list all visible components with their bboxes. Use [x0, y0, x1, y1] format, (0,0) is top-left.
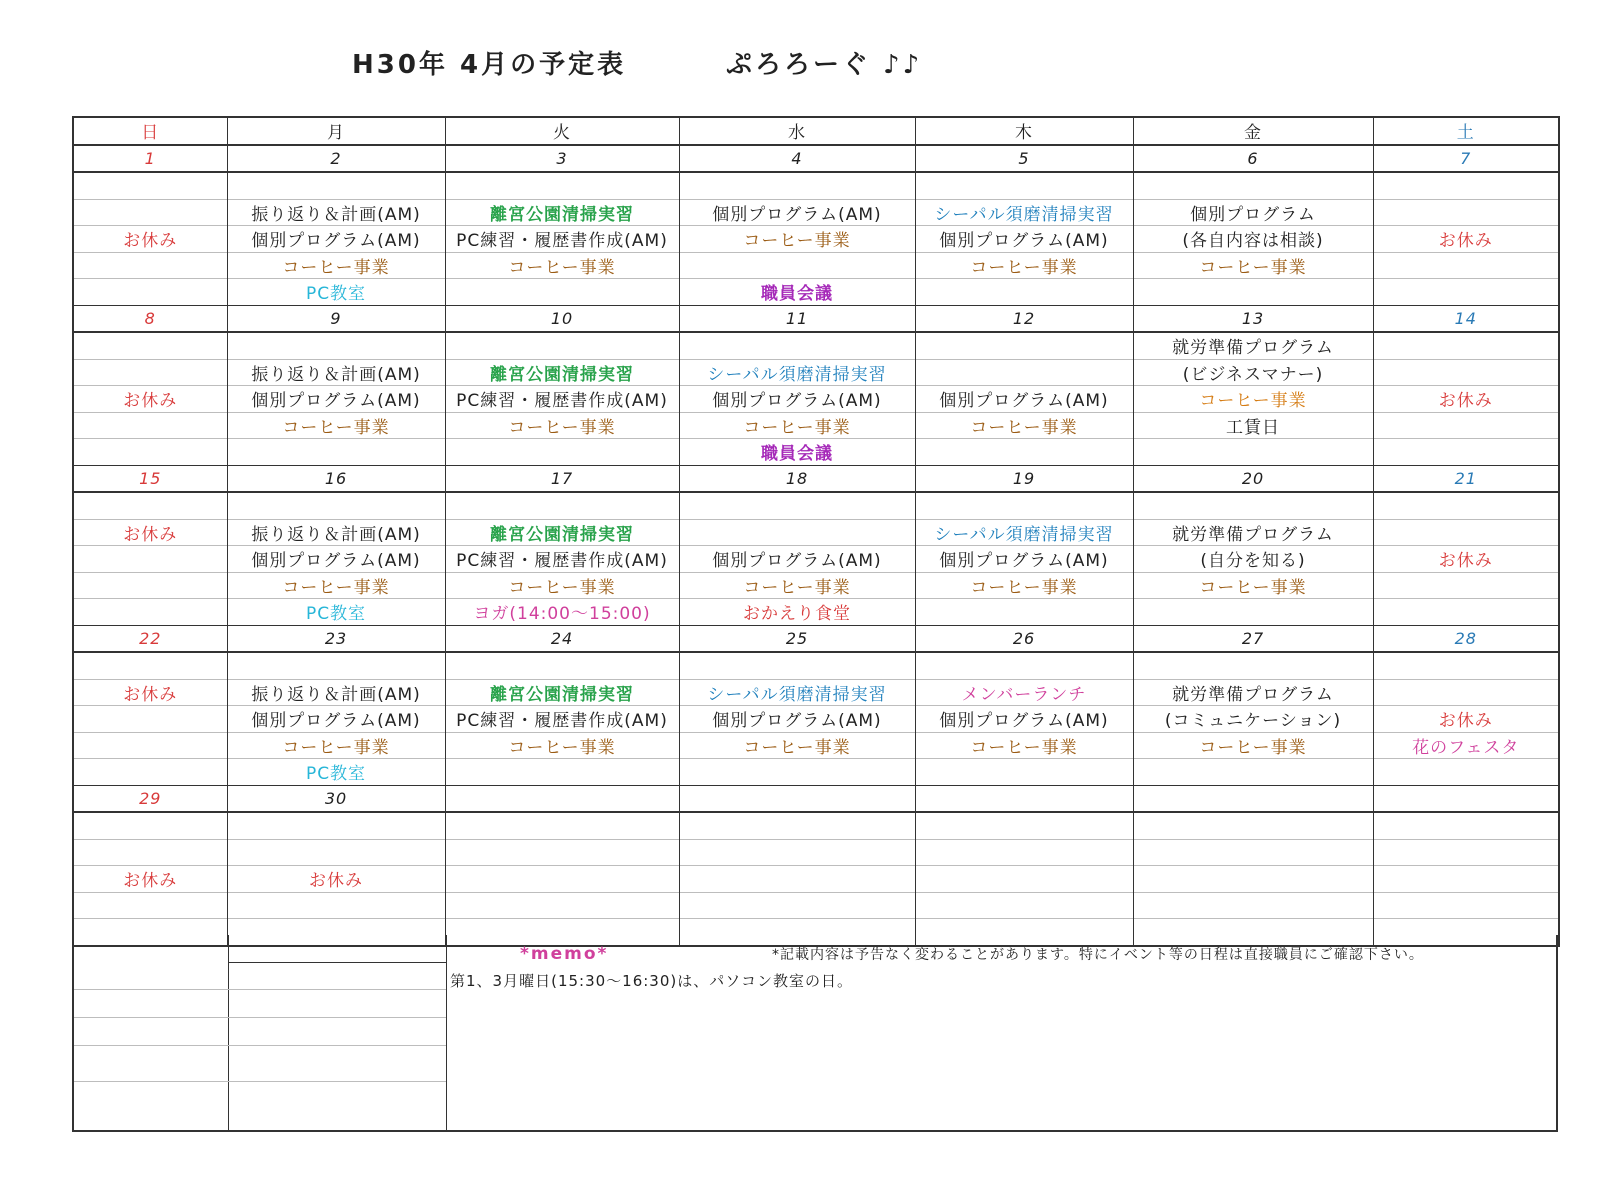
event-row [73, 599, 1559, 626]
event-cell: 個別プログラム(AM) [227, 226, 445, 253]
event-row [73, 866, 1559, 893]
empty-cell [679, 519, 915, 546]
event-cell: コーヒー事業 [445, 572, 679, 599]
date-number [679, 785, 915, 812]
empty-cell [1373, 599, 1559, 626]
empty-cell [1373, 812, 1559, 839]
empty-cell [73, 279, 227, 306]
empty-cell [73, 572, 227, 599]
date-number: 21 [1373, 465, 1559, 492]
empty-cell [679, 252, 915, 279]
event-row [73, 386, 1559, 413]
event-cell: お休み [73, 679, 227, 706]
schedule-calendar [72, 116, 1560, 947]
event-cell: 個別プログラム(AM) [679, 706, 915, 733]
date-number [1133, 785, 1373, 812]
date-number: 30 [227, 785, 445, 812]
event-cell: 離宮公園清掃実習 [445, 199, 679, 226]
event-cell: シーパル須磨清掃実習 [679, 359, 915, 386]
empty-cell [915, 439, 1133, 466]
event-cell: コーヒー事業 [1133, 572, 1373, 599]
empty-cell [73, 359, 227, 386]
empty-cell [1373, 439, 1559, 466]
event-row [73, 226, 1559, 253]
empty-cell [73, 732, 227, 759]
empty-cell [227, 892, 445, 919]
event-row [73, 812, 1559, 839]
date-row [73, 785, 1559, 812]
empty-cell [227, 652, 445, 679]
date-number: 11 [679, 305, 915, 332]
date-number: 15 [73, 465, 227, 492]
event-cell: お休み [1373, 706, 1559, 733]
page-title: H30年 4月の予定表 [352, 50, 627, 80]
empty-cell [1133, 892, 1373, 919]
empty-cell [445, 892, 679, 919]
empty-cell [1133, 172, 1373, 199]
empty-cell [73, 412, 227, 439]
event-cell: 個別プログラム(AM) [915, 386, 1133, 413]
event-cell: コーヒー事業 [915, 412, 1133, 439]
empty-cell [1133, 652, 1373, 679]
date-number: 20 [1133, 465, 1373, 492]
date-number: 13 [1133, 305, 1373, 332]
event-cell: お休み [1373, 546, 1559, 573]
date-number: 8 [73, 305, 227, 332]
date-number: 25 [679, 625, 915, 652]
event-row [73, 546, 1559, 573]
empty-cell [1133, 599, 1373, 626]
empty-cell [445, 652, 679, 679]
event-cell: 振り返り＆計画(AM) [227, 679, 445, 706]
empty-cell [915, 172, 1133, 199]
empty-cell [1373, 759, 1559, 786]
date-row [73, 305, 1559, 332]
weekday-tue: 火 [445, 117, 679, 145]
empty-cell [679, 839, 915, 866]
event-cell: コーヒー事業 [679, 226, 915, 253]
date-row [73, 145, 1559, 173]
event-cell: コーヒー事業 [1133, 732, 1373, 759]
date-number: 6 [1133, 145, 1373, 173]
empty-cell [915, 892, 1133, 919]
event-row [73, 892, 1559, 919]
date-number [915, 785, 1133, 812]
empty-cell [679, 172, 915, 199]
event-cell: 個別プログラム [1133, 199, 1373, 226]
event-row [73, 706, 1559, 733]
date-number: 28 [1373, 625, 1559, 652]
empty-cell [1373, 679, 1559, 706]
empty-cell [73, 546, 227, 573]
date-number: 7 [1373, 145, 1559, 173]
empty-cell [227, 492, 445, 519]
event-cell: 就労準備プログラム [1133, 332, 1373, 359]
weekday-sat: 土 [1373, 117, 1559, 145]
event-cell: (コミュニケーション) [1133, 706, 1373, 733]
event-cell: 個別プログラム(AM) [915, 226, 1133, 253]
date-number [445, 785, 679, 812]
date-number: 18 [679, 465, 915, 492]
empty-cell [1373, 519, 1559, 546]
empty-cell [679, 492, 915, 519]
empty-cell [445, 866, 679, 893]
empty-cell [73, 892, 227, 919]
empty-cell [1373, 172, 1559, 199]
empty-cell [679, 892, 915, 919]
empty-cell [73, 252, 227, 279]
empty-cell [915, 839, 1133, 866]
weekday-sun: 日 [73, 117, 227, 145]
empty-cell [445, 759, 679, 786]
empty-cell [73, 332, 227, 359]
event-cell: 花のフェスタ [1373, 732, 1559, 759]
event-row [73, 652, 1559, 679]
empty-cell [445, 279, 679, 306]
event-cell: コーヒー事業 [1133, 252, 1373, 279]
empty-cell [1133, 812, 1373, 839]
event-cell: コーヒー事業 [227, 412, 445, 439]
weekday-wed: 水 [679, 117, 915, 145]
empty-cell [915, 599, 1133, 626]
empty-cell [1373, 412, 1559, 439]
empty-cell [915, 812, 1133, 839]
empty-cell [915, 279, 1133, 306]
date-number: 22 [73, 625, 227, 652]
event-cell: 個別プログラム(AM) [915, 706, 1133, 733]
date-number: 3 [445, 145, 679, 173]
empty-cell [1373, 199, 1559, 226]
event-cell: 個別プログラム(AM) [227, 706, 445, 733]
empty-cell [73, 172, 227, 199]
event-cell: お休み [227, 866, 445, 893]
empty-cell [679, 332, 915, 359]
event-cell: (ビジネスマナー) [1133, 359, 1373, 386]
event-cell: PC練習・履歴書作成(AM) [445, 226, 679, 253]
memo-area [72, 935, 1558, 1132]
empty-cell [679, 652, 915, 679]
empty-cell [1373, 252, 1559, 279]
empty-cell [227, 332, 445, 359]
empty-cell [1133, 866, 1373, 893]
event-cell: シーパル須磨清掃実習 [679, 679, 915, 706]
empty-cell [1373, 839, 1559, 866]
event-cell: 就労準備プログラム [1133, 679, 1373, 706]
event-cell: 離宮公園清掃実習 [445, 519, 679, 546]
empty-cell [1373, 492, 1559, 519]
empty-cell [915, 759, 1133, 786]
empty-cell [1133, 279, 1373, 306]
date-number: 14 [1373, 305, 1559, 332]
event-cell: お休み [73, 866, 227, 893]
date-number: 17 [445, 465, 679, 492]
empty-cell [227, 439, 445, 466]
event-cell: (各自内容は相談) [1133, 226, 1373, 253]
empty-cell [915, 652, 1133, 679]
event-row [73, 572, 1559, 599]
event-row [73, 759, 1559, 786]
event-cell: お休み [73, 519, 227, 546]
event-cell: コーヒー事業 [915, 572, 1133, 599]
memo-body: 第1、3月曜日(15:30～16:30)は、パソコン教室の日。 [450, 972, 853, 990]
event-row [73, 439, 1559, 466]
date-number: 9 [227, 305, 445, 332]
empty-cell [73, 812, 227, 839]
empty-cell [73, 439, 227, 466]
memo-note: *記載内容は予告なく変わることがあります。特にイベント等の日程は直接職員にご確認下さい。 [772, 947, 1424, 963]
date-number: 23 [227, 625, 445, 652]
empty-cell [679, 759, 915, 786]
empty-cell [1133, 759, 1373, 786]
event-cell: コーヒー事業 [679, 412, 915, 439]
date-row [73, 465, 1559, 492]
empty-cell [1133, 492, 1373, 519]
event-cell: お休み [1373, 386, 1559, 413]
empty-cell [73, 652, 227, 679]
empty-cell [73, 199, 227, 226]
weekday-header-row [73, 117, 1559, 145]
event-cell: PC教室 [227, 279, 445, 306]
empty-cell [1133, 839, 1373, 866]
date-number: 1 [73, 145, 227, 173]
event-cell: シーパル須磨清掃実習 [915, 199, 1133, 226]
date-number: 16 [227, 465, 445, 492]
event-cell: メンバーランチ [915, 679, 1133, 706]
event-cell: コーヒー事業 [679, 572, 915, 599]
event-row [73, 252, 1559, 279]
event-cell: シーパル須磨清掃実習 [915, 519, 1133, 546]
empty-cell [445, 812, 679, 839]
date-number: 27 [1133, 625, 1373, 652]
event-cell: コーヒー事業 [445, 252, 679, 279]
event-row [73, 172, 1559, 199]
event-cell: コーヒー事業 [679, 732, 915, 759]
event-cell: 振り返り＆計画(AM) [227, 199, 445, 226]
event-cell: コーヒー事業 [227, 572, 445, 599]
event-cell: PC教室 [227, 759, 445, 786]
event-cell: おかえり食堂 [679, 599, 915, 626]
empty-cell [1373, 572, 1559, 599]
date-number: 10 [445, 305, 679, 332]
event-cell: コーヒー事業 [915, 252, 1133, 279]
date-number: 5 [915, 145, 1133, 173]
event-cell: 職員会議 [679, 439, 915, 466]
event-cell: コーヒー事業 [227, 252, 445, 279]
event-row [73, 492, 1559, 519]
event-cell: お休み [1373, 226, 1559, 253]
empty-cell [1373, 892, 1559, 919]
date-number [1373, 785, 1559, 812]
event-cell: コーヒー事業 [227, 732, 445, 759]
memo-title: *memo* [520, 944, 609, 964]
event-cell: お休み [73, 226, 227, 253]
empty-cell [227, 172, 445, 199]
date-number: 19 [915, 465, 1133, 492]
event-row [73, 332, 1559, 359]
event-cell: コーヒー事業 [1133, 386, 1373, 413]
empty-cell [915, 492, 1133, 519]
event-cell: お休み [73, 386, 227, 413]
event-cell: ヨガ(14:00～15:00) [445, 599, 679, 626]
empty-cell [1373, 279, 1559, 306]
empty-cell [73, 839, 227, 866]
empty-cell [227, 812, 445, 839]
empty-cell [445, 332, 679, 359]
empty-cell [73, 599, 227, 626]
event-cell: (自分を知る) [1133, 546, 1373, 573]
event-row [73, 359, 1559, 386]
empty-cell [915, 866, 1133, 893]
date-number: 2 [227, 145, 445, 173]
weekday-fri: 金 [1133, 117, 1373, 145]
event-cell: 振り返り＆計画(AM) [227, 519, 445, 546]
page-subtitle: ぷろろーぐ ♪♪ [726, 50, 923, 80]
event-cell: 振り返り＆計画(AM) [227, 359, 445, 386]
date-number: 29 [73, 785, 227, 812]
empty-cell [1373, 332, 1559, 359]
date-number: 12 [915, 305, 1133, 332]
event-row [73, 199, 1559, 226]
event-row [73, 732, 1559, 759]
event-cell: PC練習・履歴書作成(AM) [445, 706, 679, 733]
event-cell: コーヒー事業 [445, 412, 679, 439]
empty-cell [915, 332, 1133, 359]
empty-cell [1373, 866, 1559, 893]
event-cell: 離宮公園清掃実習 [445, 679, 679, 706]
event-row [73, 839, 1559, 866]
empty-cell [445, 439, 679, 466]
empty-cell [445, 172, 679, 199]
event-cell: PC練習・履歴書作成(AM) [445, 546, 679, 573]
date-number: 26 [915, 625, 1133, 652]
empty-cell [1133, 439, 1373, 466]
event-row [73, 412, 1559, 439]
empty-cell [227, 839, 445, 866]
date-number: 24 [445, 625, 679, 652]
event-cell: 就労準備プログラム [1133, 519, 1373, 546]
date-row [73, 625, 1559, 652]
event-cell: 個別プログラム(AM) [227, 546, 445, 573]
empty-cell [73, 759, 227, 786]
empty-cell [915, 359, 1133, 386]
empty-cell [1373, 359, 1559, 386]
date-number: 4 [679, 145, 915, 173]
event-cell: 個別プログラム(AM) [679, 386, 915, 413]
empty-cell [73, 706, 227, 733]
event-cell: 個別プログラム(AM) [915, 546, 1133, 573]
event-cell: 離宮公園清掃実習 [445, 359, 679, 386]
event-cell: 個別プログラム(AM) [679, 546, 915, 573]
event-cell: コーヒー事業 [445, 732, 679, 759]
event-cell: 工賃日 [1133, 412, 1373, 439]
empty-cell [679, 866, 915, 893]
event-row [73, 679, 1559, 706]
empty-cell [1373, 652, 1559, 679]
event-cell: 個別プログラム(AM) [227, 386, 445, 413]
event-cell: PC教室 [227, 599, 445, 626]
event-cell: コーヒー事業 [915, 732, 1133, 759]
empty-cell [73, 492, 227, 519]
event-cell: PC練習・履歴書作成(AM) [445, 386, 679, 413]
event-cell: 個別プログラム(AM) [679, 199, 915, 226]
weekday-mon: 月 [227, 117, 445, 145]
event-row [73, 519, 1559, 546]
weekday-thu: 木 [915, 117, 1133, 145]
empty-cell [445, 839, 679, 866]
empty-cell [445, 492, 679, 519]
event-cell: 職員会議 [679, 279, 915, 306]
event-row [73, 279, 1559, 306]
empty-cell [679, 812, 915, 839]
